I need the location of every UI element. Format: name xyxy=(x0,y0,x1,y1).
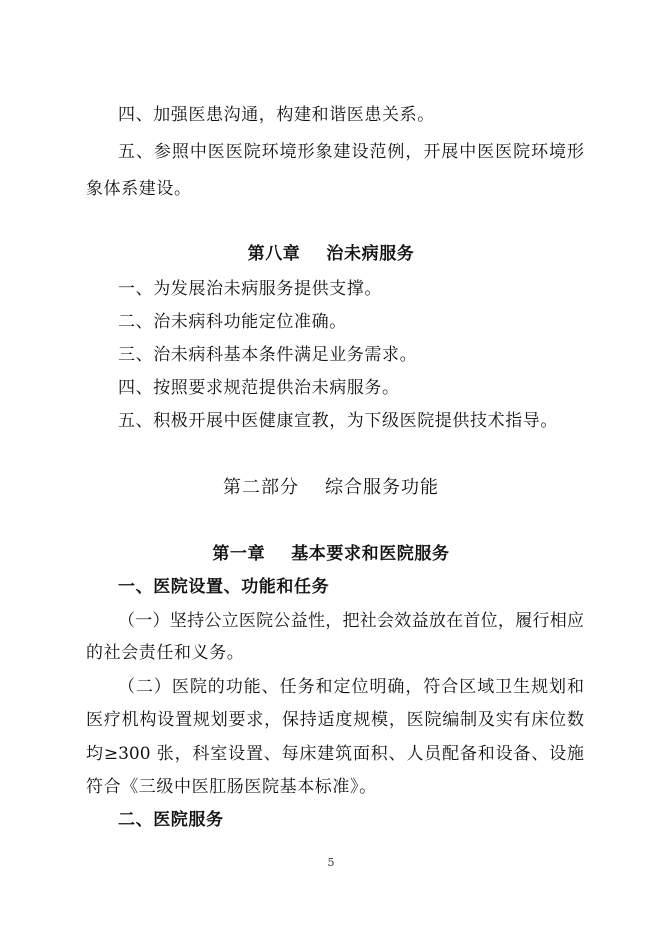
part-heading xyxy=(0,477,662,499)
chapter-heading xyxy=(0,243,662,265)
chapter-title: 治未病服务 xyxy=(326,244,415,264)
part-title: 综合服务功能 xyxy=(325,477,439,498)
list-item: 五、积极开展中医健康宣教，为下级医院提供技术指导。 xyxy=(118,411,558,431)
paragraph-line: 五、参照中医医院环境形象建设范例，开展中医医院环境形 xyxy=(118,142,584,162)
list-item: 二、治未病科功能定位准确。 xyxy=(118,312,347,332)
list-item: 三、治未病科基本条件满足业务需求。 xyxy=(118,345,418,365)
paragraph-line: 符合《三级中医肛肠医院基本标准》。 xyxy=(86,777,377,797)
section-heading: 一、医院设置、功能和任务 xyxy=(118,577,330,597)
paragraph-line: 象体系建设。 xyxy=(86,179,192,199)
page-number: 5 xyxy=(327,856,335,869)
chapter-title: 基本要求和医院服务 xyxy=(291,544,450,564)
chapter-heading xyxy=(0,543,662,565)
part-label: 第二部分 xyxy=(223,477,299,498)
paragraph-line: 医疗机构设置规划要求，保持适度规模，医院编制及实有床位数 xyxy=(86,710,584,730)
paragraph-line: （二）医院的功能、任务和定位明确，符合区域卫生规划和 xyxy=(118,677,584,697)
chapter-label: 第八章 xyxy=(247,244,301,264)
section-heading: 二、医院服务 xyxy=(118,810,224,830)
paragraph-line: 的社会责任和义务。 xyxy=(86,643,245,663)
chapter-label: 第一章 xyxy=(212,544,266,564)
paragraph-line: （一）坚持公立医院公益性，把社会效益放在首位，履行相应 xyxy=(118,611,584,631)
paragraph-line: 四、加强医患沟通，构建和谐医患关系。 xyxy=(118,105,435,125)
list-item: 四、按照要求规范提供治未病服务。 xyxy=(118,378,400,398)
list-item: 一、为发展治未病服务提供支撑。 xyxy=(118,279,382,299)
paragraph-line: 均≥300 张，科室设置、每床建筑面积、人员配备和设备、设施 xyxy=(86,744,584,764)
